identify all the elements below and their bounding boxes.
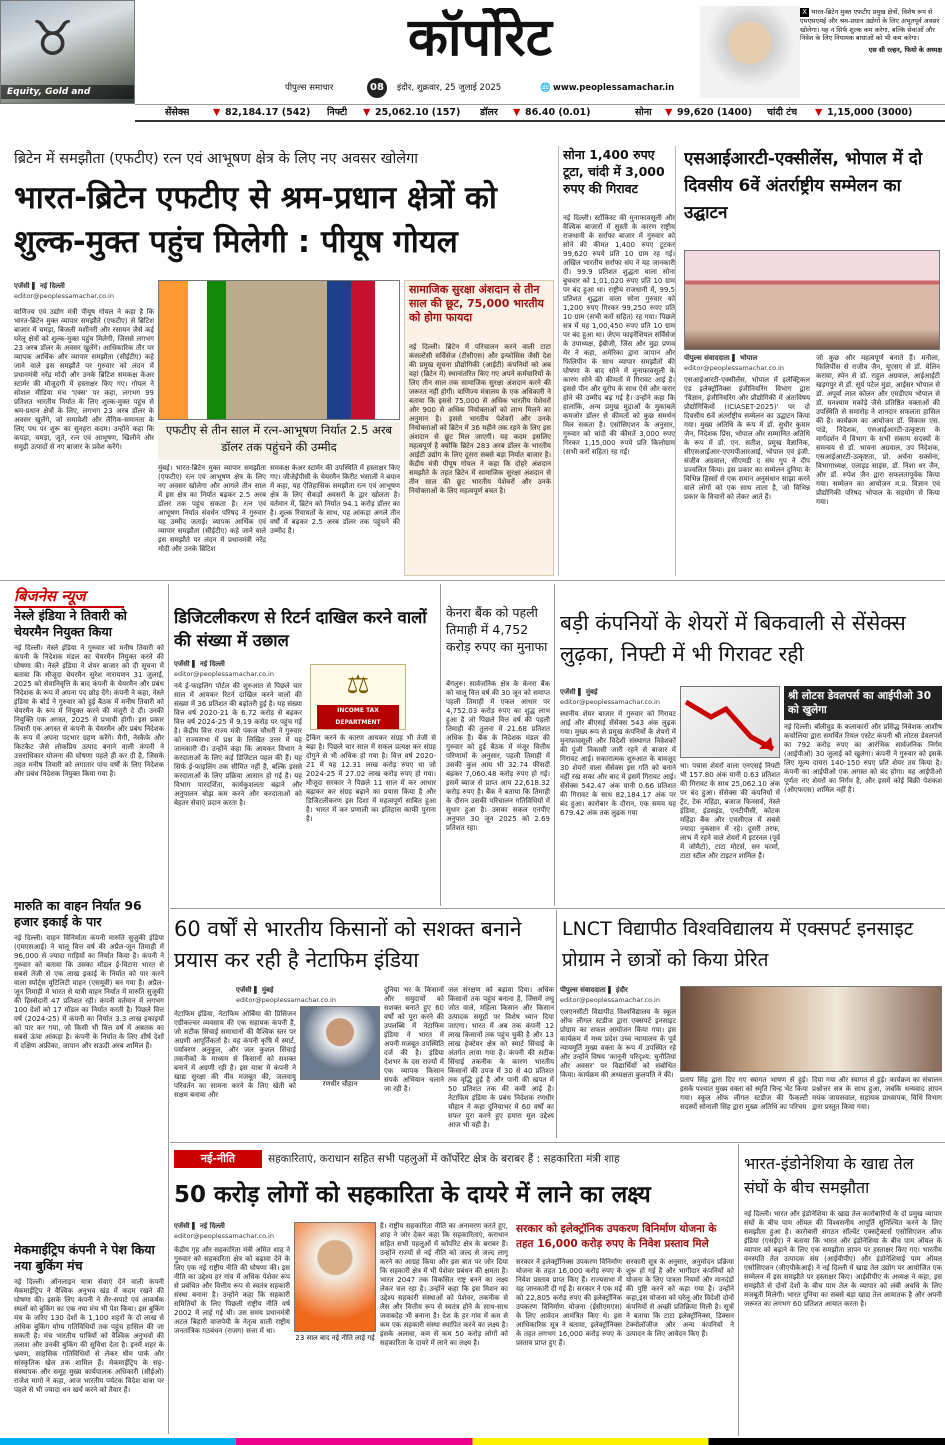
netafim-body-2: जल संरक्षण को बढ़ावा दिया। अधिक किसानों तक पहुंच बनाना है, जिसमें लघु जोत वाले, महिला किसान और किसान उत्पादक समूहों पर विशेष ध्यान दिया जाएगा। भारत में अब तक कंपनी 12 लाख किसानों तक पहुंच चुकी है और 13 लाख हेक्टेयर क्षेत्र को स्मार्ट सिंचाई के अंतर्गत लाया गया है। कंपनी की सटीक सिंचाई तकनीक के कारण भारतीय किसानों की उपज में 30 से 40 प्रतिशत तक वृद्धि हुई है और पानी की खपत में 50 प्रतिशत तक की कमी आई है। नेटाफिम इंडिया के प्रबंध निदेशक रणधीर चौहान ने कहा दुनियाभर में 60 वर्षों का सफर पूरा करने हुए हमारा मूल उद्देश्य आज भी वही है।: [448, 986, 554, 1129]
netafim-email: editor@peoplessamachar.co.in: [236, 996, 336, 1004]
digital-body-2: ट्रैकिंग करने के कारण आयकर संग्रह भी तेजी से बढ़ा है। पिछले चार साल में सकल प्रत्यक्ष कर संग्रह दोगुने से भी अधिक हो गया है। वित्त वर्ष 2020-21 में यह 12.31 लाख करोड़ रुपए था जो 2024-25 में 27.02 लाख करोड़ रुपए हो गया। मौजूदा सरकार ने पिछले 11 साल में कर आधार बढ़ाकर कर संग्रह बढ़ाने का प्रयास किया है और डिजिटलीकरण इस दिशा में महत्वपूर्ण साबित हुआ है। भारत में कर प्रणाली का इतिहास काफी पुराना है।: [306, 734, 436, 823]
gold-story: [558, 146, 676, 576]
lotus-headline: श्री लोटस डेवलपर्स का आईपीओ 30 को खुलेगा: [784, 686, 942, 720]
coop-tag: नई-नीति: [174, 1150, 262, 1168]
page-number: 08: [367, 78, 387, 98]
nestle-body: नई दिल्ली। नेस्ले इंडिया ने गुरुवार को मनीष तिवारी को कंपनी के निदेशक मंडल का चेयरमैन नियुक्त करने की घोषणा की। नेस्ले इंडिया ने शेयर बाजार को दी सूचना में बताया कि मौजूदा चेयरमैन सुरेश नारायणन 31 जुलाई, 2025 को सेवानिवृत्ति के बाद कंपनी के चेयरमैन और प्रबंध निदेशक के रूप में अपना पद छोड़ देंगे। कंपनी ने कहा, नेस्ले इंडिया के बोर्ड ने गुरुवार को हुई बैठक में मनीष तिवारी को चेयरमैन के रूप में नियुक्त करने की मंजूरी दे दी। उनकी नियुक्ति एक अगस्त, 2025 से प्रभावी होगी। इस प्रकार तिवारी एक अगस्त से कंपनी के चेयरमैन और प्रबंध निदेशक के रूप में अपना पदभार ग्रहण करेंगे। मैगी, नेस्कैफे और किटकैट जैसे लोकप्रिय उत्पाद बनाने वाली कंपनी ने उत्तराधिकार योजना की घोषणा पहले ही कर दी है, जिसके तहत मनीष तिवारी को लगातार पांच वर्षों के लिए निदेशक और प्रबंध निदेशक नियुक्त किया गया है।: [14, 644, 164, 778]
coop-email: editor@peoplessamachar.co.in: [174, 1232, 274, 1240]
divider: [168, 584, 169, 1434]
coop-body-2: है। राष्ट्रीय सहकारिता नीति का अनावरण करते हुए, शाह ने जोर देकर कहा कि सहकारिताएं, कराधान सहित सभी पहलुओं में कॉर्पोरेट क्षेत्र के बराबर हैं। उन्होंने राज्यों से नई नीति को जल्द से जल्द लागू करने का आग्रह किया और इस बात पर जोर दिया कि सहकारी क्षेत्र में भी पेशेवर प्रबंधन की क्षमता है। भारत 2047 तक विकसित राष्ट्र बनने का लक्ष्य लेकर चल रहा है। उन्होंने कहा कि इस मिशन का उद्देश्य सहकारी संस्थाओं को पेशेवर, तकनीक से लैस और वित्तीय रूप से स्वतंत्र होने के साथ-साथ जवाबदेह भी बनाना है। देश के हर गांव में कम से कम एक सहकारी संस्था स्थापित करने का लक्ष्य है। इसके अलावा, कम से कम 50 करोड़ लोगों को सहकारिता के दायरे में लाने का लक्ष्य है।: [380, 1222, 508, 1347]
netafim-portrait: [300, 1006, 380, 1080]
coop-kicker: सहकारिताएं, कराधान सहित सभी पहलुओं में कॉर्पोरेट क्षेत्र के बराबर हैं : सहकारिता मंत्री शाह: [268, 1153, 620, 1165]
lead-photo: [158, 280, 400, 420]
digital-headline: डिजिटलीकरण से रिटर्न दाखिल करने वालों की संख्या में उछाल: [174, 608, 427, 650]
digital-email: editor@peoplessamachar.co.in: [174, 670, 274, 678]
lead-headline: भारत-ब्रिटेन एफटीए से श्रम-प्रधान क्षेत्रों को शुल्क-मुक्त पहुंच मिलेगी : पीयूष गोयल: [14, 180, 497, 260]
quote-text: भारत-ब्रिटेन मुक्त एफटीए प्रमुख क्षेत्रों, विशेष रूप से एमएसएमई और श्रम-प्रधान उद्योगों के लिए अभूतपूर्व अवसर खोलेगा। यह न सिर्फ शुल्क कम करेगा, बल्कि सेवाओं और निवेश के लिए नियामक बाधाओं को भी कम करेगा।: [800, 8, 940, 42]
down-arrow-icon: ▼: [665, 107, 673, 118]
emblem-icon: ⚖: [346, 670, 370, 700]
coop-byline: एजेंसी ▌ नई दिल्ली: [174, 1222, 225, 1230]
coop-photo: [294, 1222, 376, 1332]
maruti-body: नई दिल्ली। वाहन विनिर्माता कंपनी मारुति सुजुकी इंडिया (एमएसआई) ने चालू वित्त वर्ष की अप्रैल-जून तिमाही में 96,000 से ज्यादा गाड़ियों का निर्यात किया है। कंपनी ने गुरुवार को बताया कि उसका मॉडल ई-विटारा भारत से सबसे तेजी से एक लाख इकाई के निर्यात को पार करने वाला स्पोर्ट्स यूटिलिटी वाहन (एसयूवी) बन गया है। अप्रैल-जून तिमाही में भारत से यात्री वाहन निर्यात में मारुति सुजुकी की हिस्सेदारी 47 प्रतिशत रही। कंपनी वर्तमान में लगभग 100 देशों को 17 मॉडल का निर्यात करती है। पिछले वित्त वर्ष (2024-25) में कंपनी का निर्यात 3.3 लाख इकाइयों को पार कर गया, जो किसी भी वित्त वर्ष में अबतक का सबसे ऊंचा आंकड़ा है। कंपनी के निर्यात के लिए शीर्ष देशों में दक्षिण अफ्रीका, जापान और सऊदी अरब शामिल हैं।: [14, 934, 164, 1050]
lnct-body-3: दिया गया और स्वागत से हुई। कार्यक्रम का संचालन प्रश्नोत्तर सत्र के साथ हुआ, जबकि धन्यवाद ज्ञापन मयंक जायसवाल, सहायक प्राध्यापक, विधि विभाग द्वारा प्रस्तुत किया गया।: [812, 1076, 942, 1111]
nifty-label: निफ्टी: [327, 107, 348, 118]
section-title: कॉर्पोरेट: [408, 8, 552, 68]
market-body-1: स्थानीय शेयर बाजार में गुरुवार को गिरावट आई और बीएसई सेंसेक्स 543 अंक लुढ़क गया। मुख्य रूप से प्रमुख कंपनियों के शेयरों में मुनाफावसूली और विदेशी संस्थागत निवेशकों की पूंजी निकासी जारी रहने से बाजार में गिरावट आई। सकारात्मक शुरुआत के बावजूद 30 शेयरों वाला सेंसेक्स इस गति को बनाने नहीं रख सका और बाद में इसमें गिरावट आई। सेंसेक्स 542.47 अंक यानी 0.66 प्रतिशत की गिरावट के साथ 82,184.17 अंक पर बंद हुआ। कारोबार के दौरान, एक समय यह 679.42 अंक तक लुढ़क गया: [560, 710, 676, 817]
electronics-headline: सरकार को इलेक्ट्रॉनिक उपकरण विनिर्माण योजना के तहत 16,000 करोड़ रुपए के निवेश प्रस्ताव मिले: [516, 1223, 717, 1250]
down-arrow-icon: ▼: [363, 107, 371, 118]
logo-text: INCOME TAX DEPARTMENT: [317, 705, 399, 729]
falling-arrow-icon: [681, 687, 780, 758]
paper-name: पीपुल्स समाचार: [285, 83, 334, 93]
quote-portrait: [700, 6, 800, 98]
sirt-headline: एसआईआरटी-एक्सीलेंस, भोपाल में दो दिवसीय 6वें अंतर्राष्ट्रीय सम्मेलन का उद्घाटन: [684, 149, 923, 223]
sirt-photo: [684, 250, 940, 350]
divider: [554, 584, 555, 906]
silver-label: चांदी टंच: [767, 107, 798, 118]
gold-label: सोना: [635, 107, 652, 118]
social-body: नई दिल्ली। ब्रिटेन में परिचालन करने वाली टाटा कंसल्टेंसी सर्विसेज (टीसीएस) और इन्फोसिस जैसी देश की प्रमुख सूचना प्रौद्योगिकी (आईटी) कंपनियों को अब वहां (ब्रिटेन में) स्थानांतरित किए गए अपने कर्मचारियों के लिए तीन साल तक सामाजिक सुरक्षा अंशदान करने की जरूरत नहीं होगी। वाणिज्य मंत्रालय के एक अधिकारी ने बताया कि इससे 75,000 से अधिक भारतीय पेशेवरों और 900 से अधिक नियोक्ताओं को लाभ मिलने का अनुमान है। इससे भारतीय पेशेवरों और उनके नियोक्ताओं को ब्रिटेन में 36 महीने तक रहने के लिए इस अंशदान से छूट मिल जाएगी। यह कदम इसलिए महत्वपूर्ण है क्योंकि ब्रिटेन 283 अरब डॉलर के भारतीय आईटी उद्योग के लिए दूसरा सबसे बड़ा निर्यात बाजार है। केंद्रीय मंत्री पीयूष गोयल ने कहा कि दोहरे अंशदान समझौते के तहत ब्रिटेन में सामाजिक सुरक्षा अंशदान से तीन साल की छूट भारतीय पेशेवरों और उनके नियोक्ताओं के लिए महत्वपूर्ण बचत है।: [409, 343, 551, 495]
netafim-body-1: नेटाफिम इंडिया, नेटाफिम ओर्बिया की प्रिसिजन एग्रीकल्चर व्यवसाय की एक सहायक कंपनी है, जो सटीक सिंचाई समाधानों की वैश्विक स्तर पर अग्रणी आपूर्तिकर्ता है। यह कंपनी कृषि में स्मार्ट, पर्यावरण अनुकूल, और जल कुशल सिंचाई तकनीकों के माध्यम से किसानों को सशक्त बनाने में अग्रणी रही है। इस यात्रा में कंपनी ने खाद्य सुरक्षा की नींव मजबूत की, जलवायु परिवर्तन का सामना करने के लिए खेती को सक्षम बनाया और: [174, 1010, 296, 1099]
divider: [0, 580, 945, 581]
netafim-side: दुनिया भर के किसानों और समुदायों को सशक्त बनाते हुए 60 वर्षों को पूरा करने की उपलब्धि में नेटाफिम इंडिया ने भारत में अपनी मजबूत उपस्थिति दर्ज की है। इंडिया देशभर के दस राज्यों में एक व्यापक किसान संपर्क अभियान चलाने जा रही है।: [384, 986, 444, 1093]
lead-byline: एजेंसी ▌ नई दिल्ली: [14, 282, 65, 290]
lnct-body-1: एलएनसीटी विद्यापीठ विश्वविद्यालय के स्कूल ऑफ लीगल स्टडीज द्वारा एक्सपर्ट इनसाइट प्रोग्राम का सफल आयोजन किया गया। इस कार्यक्रम में मध्य प्रदेश उच्च न्यायालय के पूर्व न्यायमूर्ति मुख्य वक्ता के रूप में उपस्थित रहे और उन्होंने विषय 'कानूनी परिदृश्य: चुनौतियां और अवसर' पर विद्यार्थियों को संबोधित किया। कार्यक्रम की अध्यक्षता कुलपति ने की।: [560, 1008, 676, 1079]
quote-attribution: एस सी रल्हन, फियो के अध्यक्ष: [868, 45, 942, 54]
sensex-label: सेंसेक्स: [165, 107, 190, 118]
divider: [440, 584, 441, 906]
market-body-2: था। पचास शेयरों वाला एनएसई निफ्टी भी 157.80 अंक यानी 0.63 प्रतिशत की गिरावट के साथ 25,062.10 अंक पर बंद हुआ। सेंसेक्स की कंपनियों में ट्रेंट, टेक महिंद्रा, बजाज फिनसर्व, नेस्ले इंडिया, इंडसइंड, एनटीपीसी, कोटक महिंद्रा बैंक और एचसीएल में सबसे ज्यादा नुकसान में रहे। दूसरी तरफ, लाभ में रहने वाले शेयरों में इटरनल (पूर्व में जोमैटो), टाटा मोटर्स, सन फार्मा, टाटा स्टील और टाइटन शामिल हैं।: [680, 762, 780, 860]
indonesia-headline: भारत-इंडोनेशिया के खाद्य तेल संघों के बीच समझौता: [744, 1154, 914, 1197]
site-url[interactable]: www.peoplessamachar.in: [553, 83, 675, 93]
lead-email: editor@peoplessamachar.co.in: [14, 292, 114, 300]
divider: [170, 908, 945, 909]
sensex-value: 82,184.17 (542): [225, 107, 311, 118]
globe-icon: 🌐: [540, 83, 551, 93]
netafim-byline: एजेंसी ▌ मुंबई: [236, 986, 274, 994]
dollar-value: 86.40 (0.01): [525, 107, 591, 118]
social-box: [404, 280, 554, 576]
market-chart-photo: [680, 686, 780, 758]
lead-photo-caption: एफटीए से तीन साल में रत्न-आभूषण निर्यात 2.5 अरब डॉलर तक पहुंचने की उम्मीद: [158, 422, 400, 460]
electronics-box: [512, 1222, 736, 1436]
bull-caption: Equity, Gold and: [1, 85, 135, 99]
electronics-body-2: सरकारी सूत्र के अनुसार, अनुमोदन प्रक्रिया शुरू हो गई है और भागीदार कंपनियों को योजना के लिए पात्रता नियमों और मानदंडों की पुष्टि करने को कहा गया है। उन्होंने कहा,इस योजना को घरेलू और विदेशी दोनों कंपनियों से अच्छी प्रतिक्रिया मिली है। सूत्रों ने बताया कि टाटा इलेक्ट्रॉनिक्स, डिक्सन टेक्नोलॉजीज और अन्य कंपनियों ने उत्पादन के लिए आवेदन किए हैं।: [626, 1258, 734, 1338]
dateline: इंदौर, शुक्रवार, 25 जुलाई 2025: [397, 83, 502, 93]
masthead-infobar: [285, 78, 695, 98]
market-byline: एजेंसी ▌ मुंबई: [560, 688, 598, 696]
coop-photo-caption: 23 साल बाद नई नीति लाई गई: [295, 1334, 375, 1342]
lead-sub-body-1: मुंबई। भारत-ब्रिटेन मुक्त व्यापार समझौता (एफटीए) रत्न एवं आभूषण क्षेत्र के लिए नए अवसर खोलेगा और आगले तीन साल में इस क्षेत्र का निर्यात बढ़कर 2.5 अरब डॉलर तक पहुंच सकता है। रत्न एवं आभूषण निर्यात संवर्धन परिषद ने गुरुवार यह उम्मीद जताई। व्यापक आर्थिक एवं व्यापार समझौता (सीईटीए) कहे जाने वाले इस समझौते पर लंदन में प्रधानमंत्री नरेंद्र मोदी और उनके ब्रिटिश: [158, 464, 266, 553]
business-news-label: बिजनेस न्यूज: [14, 586, 124, 608]
business-news-column: [0, 584, 166, 1434]
divider: [170, 1142, 945, 1143]
digital-byline: एजेंसी ▌ नई दिल्ली: [174, 660, 225, 668]
netafim-portrait-caption: रणधीर चौहान: [322, 1080, 358, 1088]
maruti-headline: मारुति का वाहन निर्यात 96 हजार इकाई के पार: [14, 898, 142, 929]
sirt-story: [680, 146, 942, 576]
lnct-headline: LNCT विद्यापीठ विश्वविद्यालय में एक्सपर्ट इनसाइट प्रोग्राम ने छात्रों को किया प्रेरित: [562, 918, 914, 971]
color-registration-bar: [0, 1438, 945, 1445]
market-headline: बड़ी कंपनियों के शेयरों में बिकवाली से सेंसेक्स लुढ़का, निफ्टी में भी गिरावट रही: [560, 611, 906, 666]
lead-kicker: ब्रिटेन में समझौता (एफटीए) रत्न एवं आभूषण क्षेत्र के लिए नए अवसर खोलेगा: [14, 151, 419, 167]
canara-headline: केनरा बैंक को पहली तिमाही में 4,752 करोड़ रुपए का मुनाफा: [446, 605, 548, 654]
quote-box: [800, 8, 942, 98]
indonesia-body: नई दिल्ली। भारत और इंडोनेशिया के खाद्य तेल कारोबारियों के दो प्रमुख व्यापार संघों के बीच पाम ऑयल की विश्वसनीय आपूर्ति सुनिश्चित करने के लिए समझौता हुआ है। कारोबारी संगठन सॉल्वेंट एक्सट्रैक्टर्स एसोसिएशन ऑफ इंडिया (एसईए) ने बताया कि भारत और इंडोनेशिया के बीच पाम ऑयल के व्यापार को बढ़ाने के लिए एक समझौता ज्ञापन पर हस्ताक्षर किए गए। भारतीय वनस्पति तेल उत्पादक संघ (आईवीपीए) और इंडोनेशियाई पाम ऑयल एसोसिएशन (जीएपीकेआई) ने नई दिल्ली में खाद्य तेल उद्योग पर आयोजित एक सम्मेलन में इस समझौते पर हस्ताक्षर किए। आईवीपीए के अध्यक्ष ने कहा, इस समझौते से दोनों देशों के बीच पाम तेल के व्यापार को लंबी अवधि के लिए मजबूती मिलेगी। भारत दुनिया का सबसे बड़ा खाद्य तेल आयातक है और अपनी जरूरत का लगभग 60 प्रतिशत आयात करता है।: [744, 1210, 942, 1308]
mmt-body: नई दिल्ली। ऑनलाइन यात्रा सेवाएं देने वाली कंपनी मेकमाईट्रिप ने वैश्विक अनुभव खंड में कदम रखने की घोषणा की। इसके लिए कंपनी ने सैर-सपाटे एवं आकर्षक स्थलों को बुकिंग का एक नया मंच भी पेश किया। इस बुकिंग मंच के जरिए 130 देशों के 1,100 शहरों के दो लाख से अधिक बुकिंग योग्य गतिविधियों तक पहुंच हासिल की जा सकती है। मंच भारतीय यात्रियों को वैश्विक अनुभवों की तलाश और उनकी बुकिंग की सुविधा देता है। इनमें शहर के भ्रमण, साहसिक गतिविधियों से लेकर थीम पार्क और सांस्कृतिक खेल तक शामिल हैं। मेकमाईट्रिप के सह-संस्थापक और समूह मुख्य कार्यपालक अधिकारी (सीईओ) राजेश मागो ने कहा, आज भारतीय पर्यटक विदेश यात्रा पर पहले से भी ज्यादा धन खर्च करने को तैयार हैं।: [14, 1278, 164, 1394]
masthead: [0, 0, 945, 104]
lnct-byline: पीपुल्स संवाददाता ▌ इंदौर: [560, 986, 628, 994]
bull-icon: ♉: [31, 11, 75, 67]
divider: [556, 910, 557, 1138]
down-arrow-icon: ▼: [815, 107, 823, 118]
mmt-headline: मेकमाईट्रिप कंपनी ने पेश किया नया बुकिंग मंच: [14, 1242, 155, 1273]
nestle-headline: नेस्ले इंडिया ने तिवारी को चेयरमैन नियुक्त किया: [14, 608, 127, 639]
silver-value: 1,15,000 (3000): [827, 107, 913, 118]
coop-body-1: केंद्रीय गृह और सहकारिता मंत्री अमित शाह ने गुरुवार को सहकारिता क्षेत्र को बढ़ावा देने के लिए एक नई राष्ट्रीय नीति की घोषणा की। इस नीति का उद्देश्य हर गांव में अधिक पेशेवर रूप से प्रबंधित और वित्तीय रूप से स्वतंत्र सहकारी संस्था बनाना है। उन्होंने कहा कि सहकारी समितियों के लिए पिछली राष्ट्रीय नीति वर्ष 2002 में लाई गई थी। उस समय प्रधानमंत्री अटल बिहारी वाजपेयी के नेतृत्व वाली राष्ट्रीय जनतांत्रिक गठबंधन (राजग) सत्ता में था।: [174, 1246, 290, 1335]
down-arrow-icon: ▼: [513, 107, 521, 118]
gold-body: नई दिल्ली। स्टॉकिस्ट की मुनाफावसूली और वैश्विक बाजारों में सुस्ती के कारण राष्ट्रीय राजधानी के सर्राफा बाजार में गुरुवार को सोने की कीमत 1,400 रुपए टूटकर 99,620 रुपये प्रति 10 ग्राम रह गई। अखिल भारतीय सर्राफा संघ ने यह जानकारी दी। 99.9 प्रतिशत शुद्धता वाला सोना बुधवार को 1,01,020 रुपए प्रति 10 ग्राम पर बंद हुआ था। राष्ट्रीय राजधानी में, 99.5 प्रतिशत शुद्धता वाला सोना गुरुवार को 1,200 रुपए गिरकर 99,250 रुपए प्रति 10 ग्राम (सभी करों सहित) रह गया। पिछले सत्र में यह 1,00,450 रुपए प्रति 10 ग्राम पर बंद हुआ था। जेएम फाइनेंशियल सर्विसेज के उपाध्यक्ष, ईबीजी, जिंस और मुद्रा प्रणव मेर ने कहा, अमेरिका द्वारा जापान और फिलिपीन के साथ व्यापार समझौतों की घोषणा के बाद सोने में मुनाफावसूली के कारण सोने की कीमतों में गिरावट आई है। इससे पीन और यूरोप के साथ ऐसे और करार होने की उम्मीद बढ़ गई है। उन्होंने कहा कि हालांकि, अन्य प्रमुख मुद्राओं के मुकाबले कमजोर डॉलर से कीमतों को कुछ समर्थन मिल सकता है। एसोसिएशन के अनुसार, गुरुवार को चांदी की कीमतें 3,000 रुपए गिरकर 1,15,000 रुपये प्रति किलोग्राम (सभी करों सहित) रह गईं।: [563, 214, 675, 456]
income-tax-logo: [310, 664, 406, 730]
lnct-email: editor@peoplessamachar.co.in: [560, 996, 660, 1004]
canara-body: बेंगलुरु। सार्वजनिक क्षेत्र के केनरा बैंक को चालू वित्त वर्ष की 30 जून को समाप्त पहली तिमाही में एकल आधार पर 4,752.03 करोड़ रुपए का शुद्ध लाभ हुआ है जो पिछले वित्त वर्ष की पहली तिमाही की तुलना में 21.68 प्रतिशत अधिक है। बैंक के निदेशक मंडल की गुरुवार को हुई बैठक में मंजूर वित्तीय परिणामों के अनुसार, पहली तिमाही में उसकी कुल आय भी 32.74 फीसदी बढ़कर 7,060.48 करोड़ रुपए हो गई। इसमें ब्याज से प्राप्त आय 22,618.32 करोड़ रुपए है। बैंक ने बताया कि तिमाही के दौरान उसकी परिचालन गतिविधियों में सुधार हुआ है। उसका सकल एनपीए अनुपात 30 जून 2025 को 2.69 प्रतिशत रहा।: [446, 680, 550, 832]
electronics-body-1: सरकार ने इलेक्ट्रॉनिक्स उपकरण विनिर्माण योजना के तहत 16,000 करोड़ रुपए के निवेश प्रस्ताव प्राप्त किए हैं। राज्यसभा में यह जानकारी दी गई है। सरकार ने एक मई को 22,805 करोड़ रुपए की इलेक्ट्रॉनिक उपकरण विनिर्माण योजना (ईसीएमएस) के लिए आवेदन आमंत्रित किए थे। इस आधिकारिक सूत्र ने बताया, इलेक्ट्रॉनिक्स के तहत लगभग 16,000 करोड़ रुपए के प्रस्ताव प्राप्त हुए हैं।: [516, 1258, 622, 1347]
social-headline: सामाजिक सुरक्षा अंशदान से तीन साल की छूट, 75,000 भारतीय को होगा फायदा: [409, 283, 544, 324]
sirt-body-1: एसआईआरटी-एक्सीलेंस, भोपाल में इलेक्ट्रिकल एंड इलेक्ट्रॉनिक्स इंजीनियरिंग विभाग द्वारा 'विज्ञान, इंजीनियरिंग और प्रौद्योगिकी में अंतःविषय प्रौद्योगिकियों (ICIASET-2025)' पर दो दिवसीय 6वें अंतर्राष्ट्रीय सम्मेलन का उद्घाटन किया गया। मुख्य अतिथि के रूप में डॉ. सुधीर कुमार जैन, निदेशक प्रिंस, भोपाल और सम्मानित अतिथि के रूप में डॉ. एन. सतीश, प्रमुख वैज्ञानिक, सीएसआईआर-एएमपीआरआई, भोपाल एवं इंजी. संजीव अग्रवाल, सीएमडी द संघ गुप ने दीप प्रज्वलित किया। इस प्रकार का सम्मेलन दुनिया के विभिन्न हिस्सों से एक समान अनुसंधान साझा करने वाले लोगों को एक साथ लाता है, जो विभिन्न प्रकार के विचारों को लेकर आते हैं।: [684, 376, 810, 501]
lead-body: वाणिज्य एवं उद्योग मंत्री पीयूष गोयल ने कहा है कि भारत-ब्रिटेन मुक्त व्यापार समझौते (एफटीए) से ब्रिटिश बाजार में चमड़ा, बिजली मशीनरी और रसायन जैसे कई घरेलू क्षेत्रों को शुल्क-मुक्त पहुंच मिलेगी, जिससे लगभग 23 अरब डॉलर के अवसर खुलेंगे। आधिकारिक तौर पर व्यापक आर्थिक और व्यापार समझौता (सीईटीए) कहे जाने वाले इस समझौते पर गुरुवार को लंदन में प्रधानमंत्री नरेंद्र मोदी और उनके ब्रिटिश समकक्ष केअर स्टार्मर की मौजूदगी में हस्ताक्षर किए गए। गोयल ने सोशल मीडिया मंच 'एक्स' पर कहा, लगभग 99 प्रतिशत भारतीय निर्यात के लिए शुल्क-मुक्त पहुंच से श्रम-प्रधान क्षेत्रों के लिए, लगभग 23 अरब डॉलर के अवसर खुलेंगे, जो समावेशी और लैंगिक-समानता के लिए पथ पर शुरू का सुनहरा कदम। उन्होंने कहा कि कपड़ा, चमड़ा, जूते, रत्न एवं आभूषण, खिलौने और समुद्री उत्पादों से नए बाजार के प्रवेश करेंगे।: [14, 308, 154, 451]
down-arrow-icon: ▼: [213, 107, 221, 118]
bull-photo: [0, 0, 135, 104]
gold-value: 99,620 (1400): [677, 107, 753, 118]
gold-headline: सोना 1,400 रुपए टूटा, चांदी में 3,000 रुपए की गिरावट: [563, 147, 665, 196]
market-email: editor@peoplessamachar.co.in: [560, 698, 660, 706]
divider: [738, 1144, 739, 1436]
lotus-box: [784, 686, 942, 906]
digital-body-1: नये ई-फाइलिंग पोर्टल की शुरुआत से पिछले चार साल में आयकर रिटर्न दाखिल करने वालों की संख्या में 36 प्रतिशत की बढ़ोतरी हुई है। यह संख्या वित्त वर्ष 2020-21 के 6.72 करोड़ से बढ़कर वित्त वर्ष 2024-25 में 9.19 करोड़ पर पहुंच गई है। केंद्रीय वित्त राज्य मंत्री पंकज चौधरी ने गुरुवार को राज्यसभा में प्रश्न के लिखित उत्तर में यह जानकारी दी। उन्होंने कहा कि आयकर विभाग ने करदाताओं के लिए कई डिजिटल पहल की हैं। यह सिर्फ ई-फाइलिंग तक सीमित नहीं है, बल्कि इससे करदाताओं के लिए प्रक्रिया आसान हो गई है। यह विभाग पारदर्शिता, कार्यकुशलता बढ़ाने और अनुपालन बोझ कम करने और करदाताओं को बेहतर सेवाएं प्रदान करता है।: [174, 682, 302, 807]
lnct-photo: [680, 986, 942, 1072]
x-icon: X: [800, 8, 809, 17]
coop-headline: 50 करोड़ लोगों को सहकारिता के दायरे में लाने का लक्ष्य: [174, 1182, 651, 1208]
netafim-headline: 60 वर्षों से भारतीय किसानों को सशक्त बनाने प्रयास कर रही है नेटाफिम इंडिया: [174, 917, 522, 972]
lead-sub-body-2: समकक्ष केअर स्टार्मर की उपस्थिति में हस्ताक्षर किए गए। जीजेईपीसी के चेयरमैन किरीट भंसाली ने बयान में कहा, यह ऐतिहासिक समझौता रत्न एवं आभूषण क्षेत्र के लिए सैकड़ों अवसरों के द्वार खोलता है। वर्तमान में, ब्रिटेन को निर्यात 94.1 करोड़ डॉलर का है। शुल्क रियायतों के साथ, यह आंकड़ा अगले तीन वर्षों में बढ़कर 2.5 अरब डॉलर तक पहुंचने की उम्मीद है।: [270, 464, 400, 535]
nifty-value: 25,062.10 (157): [375, 107, 461, 118]
sirt-byline: पीपुल्स संवाददाता ▌ भोपाल: [684, 354, 758, 362]
sirt-body-2: जो कुछ और महत्वपूर्ण बनाते हैं। मनीला, फिलिपींस से राजीव जैन, यूएसए से डॉ. येलिन करावा, स्पेन से डॉ. राहुल अग्रवाल, आईआईटी खड़गपुर से डॉ. सूर्य पटेल मुंडा, आईसर भोपाल से डॉ. अपूर्वा लाल कोलन और एमडीएम भोपाल से डॉ. घनश्याम मकोड़े जैसे प्रतिष्ठित वक्ताओं की उपस्थिति से समारोह ने शानदार सफलता हासिल की है। कार्यक्रम का आयोजन डॉ. विकास एस. पांडे, निदेशक, एसआईआरटी-उत्कृष्टता के मार्गदर्शन में विभाग के सभी संकाय सदस्यों के समन्वय से डॉ. भावना अग्रवाल, उप निदेशक, एसआईआरटी-उत्कृष्टता, प्रो. अर्चना सक्सेना, विभागाध्यक्ष, एलाइड साइंस, डॉ. निशा धर जैन, और डॉ. रुपेश जैन द्वारा सफलतापूर्वक किया गया। सम्मेलन का आयोजन म.प्र. विज्ञान एवं प्रौद्योगिकी परिषद भोपाल के सहयोग से किया गया।: [816, 354, 940, 506]
sirt-email: editor@peoplessamachar.co.in: [684, 364, 784, 372]
market-ticker: [135, 104, 945, 122]
lnct-body-2: प्रताप सिंह द्वारा दिए गए स्वागत भाषण से हुई। इसके पश्चात मुख्य वक्ता को स्मृति चिन्ह भेंट किया गया। स्कूल ऑफ लीगल स्टडीज की फैकल्टी सदस्यों सोनाली सिंह द्वारा मुख्य अतिथि का परिचय: [680, 1076, 808, 1111]
dollar-label: डॉलर: [480, 107, 498, 118]
lotus-body: नई दिल्ली। बॉलीवुड के कलाकारों और प्रसिद्ध निवेशक आशीष कचोलिया द्वारा समर्थित रियल एस्टेट कंपनी श्री लोटस डेवलपर्स का 792 करोड़ रुपए का आरंभिक सार्वजनिक निर्गम (आईपीओ) 30 जुलाई को खुलेगा। कंपनी ने गुरुवार को इसके लिए मूल्य दायरा 140-150 रुपए प्रति शेयर तय किया है। कंपनी का आईपीओ एक अगस्त को बंद होगा। यह आईपीओ पूर्णतः नए शेयरों का निर्गम है, और इसमें कोई बिक्री पेशकश (ओएफएस) शामिल नहीं है।: [784, 723, 942, 794]
